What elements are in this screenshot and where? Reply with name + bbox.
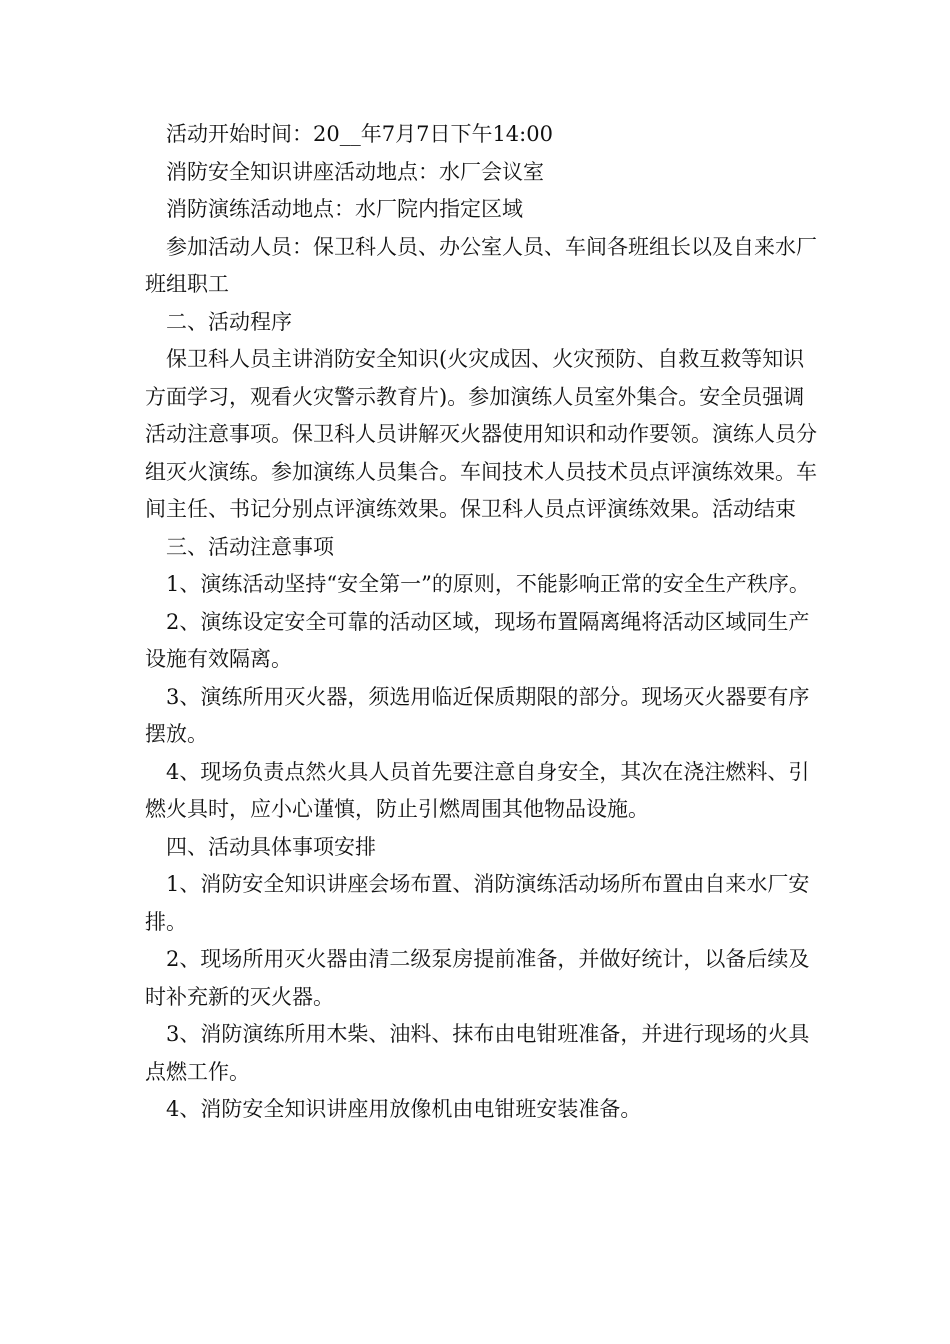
- drill-location: 消防演练活动地点：水厂院内指定区域: [166, 197, 523, 221]
- section-heading-procedure: 二、活动程序: [166, 309, 292, 334]
- document-body: [145, 116, 817, 1129]
- precaution-item-3: 3、演练所用灭火器，须选用临近保质期限的部分。现场灭火器要有序摆放。: [145, 684, 810, 746]
- arrangement-item-3: 3、消防演练所用木柴、油料、抹布由电钳班准备，并进行现场的火具点燃工作。: [145, 1022, 810, 1084]
- arrangement-item-2: 2、现场所用灭火器由清二级泵房提前准备，并做好统计，以备后续及时补充新的灭火器。: [145, 947, 810, 1009]
- arrangement-item-4: 4、消防安全知识讲座用放像机由电钳班安装准备。: [166, 1097, 642, 1121]
- precaution-item-2: 2、演练设定安全可靠的活动区域，现场布置隔离绳将活动区域同生产设施有效隔离。: [145, 609, 810, 671]
- lecture-location: 消防安全知识讲座活动地点：水厂会议室: [166, 159, 544, 184]
- section-heading-precautions: 三、活动注意事项: [166, 534, 334, 559]
- procedure-paragraph: 保卫科人员主讲消防安全知识(火灾成因、火灾预防、自救互救等知识方面学习，观看火灾警示教育片)。参加演练人员室外集合。安全员强调活动注意事项。保卫科人员讲解灭火器使用知识和动作要领。演练人员分组灭火演练。参加演练人员集合。车间技术人员技术员点评演练效果。车间主任、书记分别点评演练效果。保卫科人员点评演练效果。活动结束: [145, 347, 817, 521]
- participants: 参加活动人员：保卫科人员、办公室人员、车间各班组长以及自来水厂班组职工: [145, 234, 817, 296]
- precaution-item-1: 1、演练活动坚持“安全第一”的原则，不能影响正常的安全生产秩序。: [166, 572, 810, 596]
- activity-start-time: 活动开始时间：20__年7月7日下午14:00: [166, 122, 553, 146]
- section-heading-arrangements: 四、活动具体事项安排: [166, 834, 376, 859]
- precaution-item-4: 4、现场负责点然火具人员首先要注意自身安全，其次在浇注燃料、引燃火具时，应小心谨慎，防止引燃周围其他物品设施。: [145, 759, 810, 821]
- arrangement-item-1: 1、消防安全知识讲座会场布置、消防演练活动场所布置由自来水厂安排。: [145, 872, 810, 934]
